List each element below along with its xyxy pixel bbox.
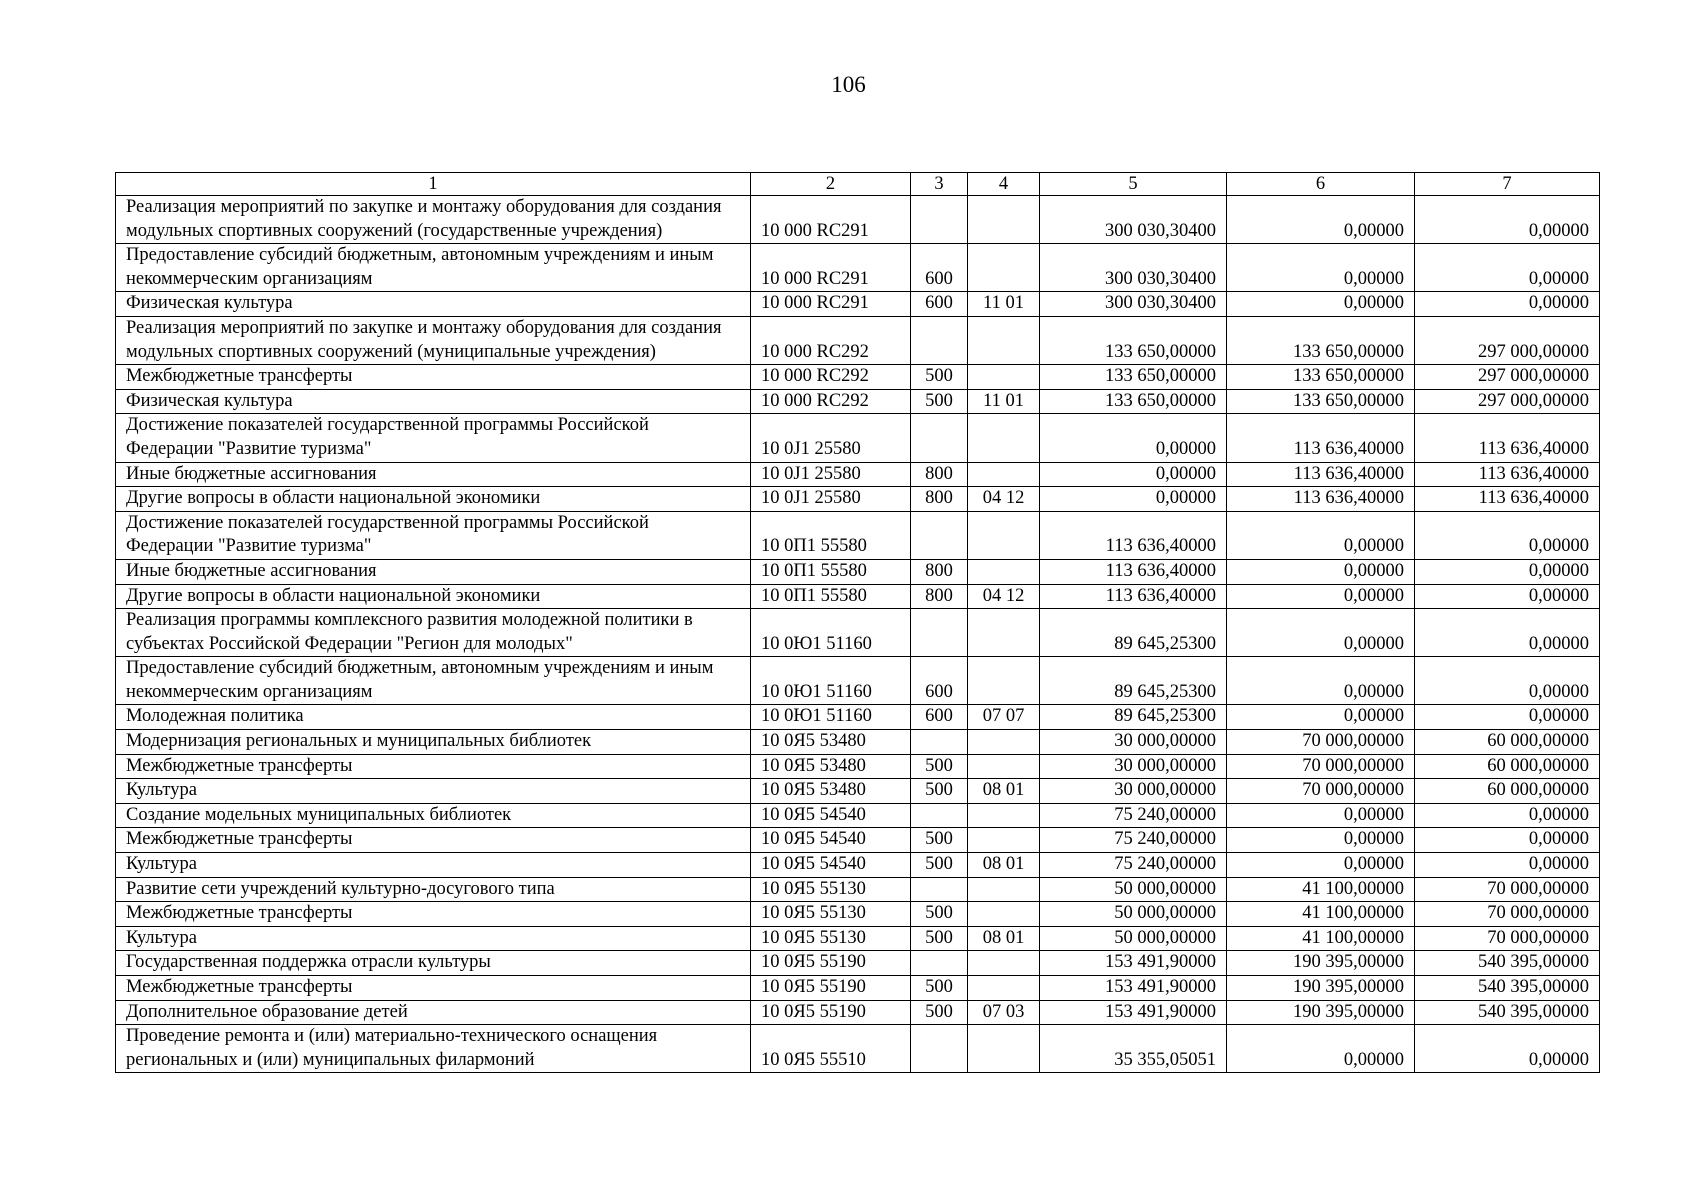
section-code: [968, 877, 1040, 902]
amount-col5: 35 355,05051: [1040, 1025, 1227, 1073]
amount-col5: 75 240,00000: [1040, 828, 1227, 853]
section-code: [968, 196, 1040, 244]
amount-col5: 0,00000: [1040, 462, 1227, 487]
page-number: 106: [831, 72, 866, 97]
amount-col5: 50 000,00000: [1040, 877, 1227, 902]
amount-col7: 70 000,00000: [1415, 926, 1600, 951]
section-code: 11 01: [968, 389, 1040, 414]
amount-col6: 70 000,00000: [1227, 754, 1415, 779]
amount-col6: 70 000,00000: [1227, 779, 1415, 804]
table-row: [116, 584, 1600, 609]
amount-col6: 0,00000: [1227, 609, 1415, 657]
amount-col7: 0,00000: [1415, 292, 1600, 317]
expense-type: 500: [911, 365, 968, 390]
target-code: 10 0Я5 54540: [751, 828, 911, 853]
amount-col5: 133 650,00000: [1040, 365, 1227, 390]
amount-col7: 540 395,00000: [1415, 951, 1600, 976]
expense-type: 500: [911, 779, 968, 804]
expense-type: [911, 196, 968, 244]
amount-col5: 153 491,90000: [1040, 1000, 1227, 1025]
amount-col5: 89 645,25300: [1040, 657, 1227, 705]
budget-table: [115, 172, 1600, 1073]
amount-col7: 297 000,00000: [1415, 365, 1600, 390]
target-code: 10 0Я5 53480: [751, 730, 911, 755]
amount-col5: 133 650,00000: [1040, 389, 1227, 414]
amount-col7: 0,00000: [1415, 657, 1600, 705]
amount-col7: 297 000,00000: [1415, 389, 1600, 414]
section-code: [968, 828, 1040, 853]
item-name: Физическая культура: [116, 389, 751, 414]
amount-col6: 41 100,00000: [1227, 877, 1415, 902]
item-name: Молодежная политика: [116, 705, 751, 730]
amount-col6: 113 636,40000: [1227, 487, 1415, 512]
target-code: 10 0Я5 55190: [751, 1000, 911, 1025]
target-code: 10 000 RС292: [751, 316, 911, 364]
item-name: Проведение ремонта и (или) материально-технического оснащения региональных и (или) муниципальных филармоний: [116, 1025, 751, 1073]
item-name: Государственная поддержка отрасли культуры: [116, 951, 751, 976]
amount-col6: 113 636,40000: [1227, 462, 1415, 487]
target-code: 10 0J1 25580: [751, 414, 911, 462]
amount-col7: 60 000,00000: [1415, 754, 1600, 779]
item-name: Культура: [116, 779, 751, 804]
item-name: Другие вопросы в области национальной экономики: [116, 487, 751, 512]
col-header-2: 2: [751, 173, 911, 196]
amount-col6: 0,00000: [1227, 559, 1415, 584]
table-row: [116, 414, 1600, 462]
expense-type: 600: [911, 244, 968, 292]
amount-col6: 0,00000: [1227, 1025, 1415, 1073]
amount-col6: 0,00000: [1227, 292, 1415, 317]
target-code: 10 0Ю1 51160: [751, 705, 911, 730]
table-row: [116, 316, 1600, 364]
amount-col7: 297 000,00000: [1415, 316, 1600, 364]
item-name: Модернизация региональных и муниципальных библиотек: [116, 730, 751, 755]
col-header-1: 1: [116, 173, 751, 196]
item-name: Межбюджетные трансферты: [116, 365, 751, 390]
section-code: [968, 609, 1040, 657]
expense-type: 500: [911, 828, 968, 853]
amount-col7: 0,00000: [1415, 828, 1600, 853]
amount-col7: 113 636,40000: [1415, 414, 1600, 462]
amount-col7: 0,00000: [1415, 853, 1600, 878]
expense-type: 600: [911, 657, 968, 705]
amount-col6: 0,00000: [1227, 657, 1415, 705]
target-code: 10 0Я5 55130: [751, 877, 911, 902]
amount-col7: 0,00000: [1415, 196, 1600, 244]
section-code: [968, 951, 1040, 976]
amount-col5: 0,00000: [1040, 487, 1227, 512]
expense-type: [911, 803, 968, 828]
item-name: Достижение показателей государственной программы Российской Федерации "Развитие туризма": [116, 511, 751, 559]
expense-type: 500: [911, 853, 968, 878]
amount-col6: 0,00000: [1227, 803, 1415, 828]
item-name: Развитие сети учреждений культурно-досугового типа: [116, 877, 751, 902]
table-row: [116, 559, 1600, 584]
item-name: Реализация мероприятий по закупке и монтажу оборудования для создания модульных спортивных сооружений (муниципальные учреждения): [116, 316, 751, 364]
section-code: 07 03: [968, 1000, 1040, 1025]
table-row: [116, 657, 1600, 705]
col-header-4: 4: [968, 173, 1040, 196]
item-name: Реализация программы комплексного развития молодежной политики в субъектах Российской Федерации "Регион для молодых": [116, 609, 751, 657]
amount-col5: 89 645,25300: [1040, 705, 1227, 730]
expense-type: 800: [911, 462, 968, 487]
amount-col7: 113 636,40000: [1415, 462, 1600, 487]
item-name: Культура: [116, 926, 751, 951]
item-name: Физическая культура: [116, 292, 751, 317]
amount-col5: 113 636,40000: [1040, 511, 1227, 559]
target-code: 10 0Я5 55190: [751, 951, 911, 976]
amount-col5: 75 240,00000: [1040, 853, 1227, 878]
section-code: 08 01: [968, 926, 1040, 951]
amount-col6: 113 636,40000: [1227, 414, 1415, 462]
amount-col6: 0,00000: [1227, 584, 1415, 609]
amount-col7: 0,00000: [1415, 1025, 1600, 1073]
amount-col6: 133 650,00000: [1227, 316, 1415, 364]
amount-col6: 190 395,00000: [1227, 976, 1415, 1001]
section-code: 04 12: [968, 487, 1040, 512]
amount-col5: 30 000,00000: [1040, 754, 1227, 779]
amount-col7: 113 636,40000: [1415, 487, 1600, 512]
amount-col6: 0,00000: [1227, 196, 1415, 244]
amount-col7: 60 000,00000: [1415, 779, 1600, 804]
section-code: [968, 511, 1040, 559]
section-code: 08 01: [968, 853, 1040, 878]
col-header-5: 5: [1040, 173, 1227, 196]
amount-col7: 540 395,00000: [1415, 976, 1600, 1001]
item-name: Создание модельных муниципальных библиотек: [116, 803, 751, 828]
amount-col7: 0,00000: [1415, 559, 1600, 584]
target-code: 10 000 RС291: [751, 292, 911, 317]
expense-type: 500: [911, 902, 968, 927]
amount-col7: 540 395,00000: [1415, 1000, 1600, 1025]
item-name: Межбюджетные трансферты: [116, 754, 751, 779]
header-row: [116, 173, 1600, 196]
amount-col6: 133 650,00000: [1227, 365, 1415, 390]
target-code: 10 0П1 55580: [751, 559, 911, 584]
col-header-6: 6: [1227, 173, 1415, 196]
expense-type: 500: [911, 1000, 968, 1025]
amount-col5: 113 636,40000: [1040, 559, 1227, 584]
table-row: [116, 779, 1600, 804]
amount-col5: 75 240,00000: [1040, 803, 1227, 828]
table-row: [116, 462, 1600, 487]
target-code: 10 0Ю1 51160: [751, 657, 911, 705]
amount-col7: 70 000,00000: [1415, 877, 1600, 902]
section-code: [968, 462, 1040, 487]
expense-type: [911, 1025, 968, 1073]
expense-type: 500: [911, 754, 968, 779]
table-row: [116, 853, 1600, 878]
amount-col5: 30 000,00000: [1040, 779, 1227, 804]
section-code: [968, 730, 1040, 755]
item-name: Предоставление субсидий бюджетным, автономным учреждениям и иным некоммерческим организациям: [116, 244, 751, 292]
table-row: [116, 926, 1600, 951]
amount-col5: 50 000,00000: [1040, 902, 1227, 927]
amount-col7: 0,00000: [1415, 244, 1600, 292]
amount-col5: 30 000,00000: [1040, 730, 1227, 755]
table-row: [116, 877, 1600, 902]
section-code: 04 12: [968, 584, 1040, 609]
amount-col7: 0,00000: [1415, 705, 1600, 730]
amount-col5: 0,00000: [1040, 414, 1227, 462]
target-code: 10 0J1 25580: [751, 462, 911, 487]
table-row: [116, 951, 1600, 976]
section-code: [968, 1025, 1040, 1073]
table-row: [116, 976, 1600, 1001]
amount-col6: 0,00000: [1227, 244, 1415, 292]
amount-col6: 133 650,00000: [1227, 389, 1415, 414]
item-name: Иные бюджетные ассигнования: [116, 462, 751, 487]
target-code: 10 0П1 55580: [751, 511, 911, 559]
table-row: [116, 365, 1600, 390]
expense-type: [911, 414, 968, 462]
expense-type: 800: [911, 487, 968, 512]
section-code: [968, 244, 1040, 292]
target-code: 10 000 RС292: [751, 365, 911, 390]
amount-col5: 300 030,30400: [1040, 196, 1227, 244]
expense-type: 500: [911, 926, 968, 951]
target-code: 10 0Я5 55130: [751, 902, 911, 927]
table-row: [116, 244, 1600, 292]
table-row: [116, 705, 1600, 730]
target-code: 10 0Я5 53480: [751, 754, 911, 779]
amount-col5: 89 645,25300: [1040, 609, 1227, 657]
item-name: Дополнительное образование детей: [116, 1000, 751, 1025]
amount-col7: 0,00000: [1415, 803, 1600, 828]
expense-type: 600: [911, 292, 968, 317]
item-name: Предоставление субсидий бюджетным, автономным учреждениям и иным некоммерческим организациям: [116, 657, 751, 705]
section-code: [968, 976, 1040, 1001]
table-row: [116, 730, 1600, 755]
item-name: Реализация мероприятий по закупке и монтажу оборудования для создания модульных спортивных сооружений (государственные учреждения): [116, 196, 751, 244]
table-row: [116, 1000, 1600, 1025]
amount-col7: 70 000,00000: [1415, 902, 1600, 927]
amount-col5: 113 636,40000: [1040, 584, 1227, 609]
amount-col5: 300 030,30400: [1040, 244, 1227, 292]
amount-col5: 133 650,00000: [1040, 316, 1227, 364]
item-name: Достижение показателей государственной программы Российской Федерации "Развитие туризма": [116, 414, 751, 462]
target-code: 10 0Я5 55510: [751, 1025, 911, 1073]
amount-col6: 190 395,00000: [1227, 951, 1415, 976]
col-header-7: 7: [1415, 173, 1600, 196]
expense-type: 500: [911, 389, 968, 414]
table-row: [116, 902, 1600, 927]
section-code: [968, 754, 1040, 779]
table-row: [116, 389, 1600, 414]
expense-type: [911, 316, 968, 364]
table-row: [116, 754, 1600, 779]
target-code: 10 0Ю1 51160: [751, 609, 911, 657]
target-code: 10 0Я5 55190: [751, 976, 911, 1001]
amount-col7: 0,00000: [1415, 511, 1600, 559]
section-code: [968, 902, 1040, 927]
target-code: 10 0Я5 55130: [751, 926, 911, 951]
expense-type: [911, 877, 968, 902]
expense-type: 800: [911, 559, 968, 584]
section-code: [968, 657, 1040, 705]
amount-col6: 41 100,00000: [1227, 902, 1415, 927]
expense-type: [911, 511, 968, 559]
target-code: 10 0J1 25580: [751, 487, 911, 512]
amount-col6: 0,00000: [1227, 853, 1415, 878]
item-name: Иные бюджетные ассигнования: [116, 559, 751, 584]
table-body: [116, 196, 1600, 1073]
expense-type: [911, 609, 968, 657]
section-code: [968, 414, 1040, 462]
amount-col6: 0,00000: [1227, 705, 1415, 730]
target-code: 10 000 RС291: [751, 244, 911, 292]
target-code: 10 0П1 55580: [751, 584, 911, 609]
target-code: 10 000 RС292: [751, 389, 911, 414]
section-code: 07 07: [968, 705, 1040, 730]
table-row: [116, 196, 1600, 244]
col-header-3: 3: [911, 173, 968, 196]
amount-col7: 0,00000: [1415, 584, 1600, 609]
table-row: [116, 511, 1600, 559]
amount-col5: 50 000,00000: [1040, 926, 1227, 951]
amount-col5: 153 491,90000: [1040, 951, 1227, 976]
amount-col7: 60 000,00000: [1415, 730, 1600, 755]
table-row: [116, 828, 1600, 853]
expense-type: 500: [911, 976, 968, 1001]
expense-type: [911, 951, 968, 976]
table-row: [116, 487, 1600, 512]
section-code: [968, 803, 1040, 828]
table-row: [116, 609, 1600, 657]
amount-col5: 153 491,90000: [1040, 976, 1227, 1001]
section-code: [968, 316, 1040, 364]
expense-type: 600: [911, 705, 968, 730]
section-code: [968, 365, 1040, 390]
target-code: 10 0Я5 54540: [751, 803, 911, 828]
target-code: 10 000 RС291: [751, 196, 911, 244]
item-name: Межбюджетные трансферты: [116, 976, 751, 1001]
amount-col6: 0,00000: [1227, 828, 1415, 853]
target-code: 10 0Я5 53480: [751, 779, 911, 804]
table-row: [116, 1025, 1600, 1073]
section-code: [968, 559, 1040, 584]
amount-col6: 190 395,00000: [1227, 1000, 1415, 1025]
table-row: [116, 292, 1600, 317]
section-code: 08 01: [968, 779, 1040, 804]
amount-col6: 70 000,00000: [1227, 730, 1415, 755]
section-code: 11 01: [968, 292, 1040, 317]
item-name: Другие вопросы в области национальной экономики: [116, 584, 751, 609]
amount-col5: 300 030,30400: [1040, 292, 1227, 317]
item-name: Межбюджетные трансферты: [116, 902, 751, 927]
target-code: 10 0Я5 54540: [751, 853, 911, 878]
expense-type: 800: [911, 584, 968, 609]
expense-type: [911, 730, 968, 755]
table-row: [116, 803, 1600, 828]
amount-col6: 0,00000: [1227, 511, 1415, 559]
item-name: Межбюджетные трансферты: [116, 828, 751, 853]
item-name: Культура: [116, 853, 751, 878]
amount-col6: 41 100,00000: [1227, 926, 1415, 951]
amount-col7: 0,00000: [1415, 609, 1600, 657]
